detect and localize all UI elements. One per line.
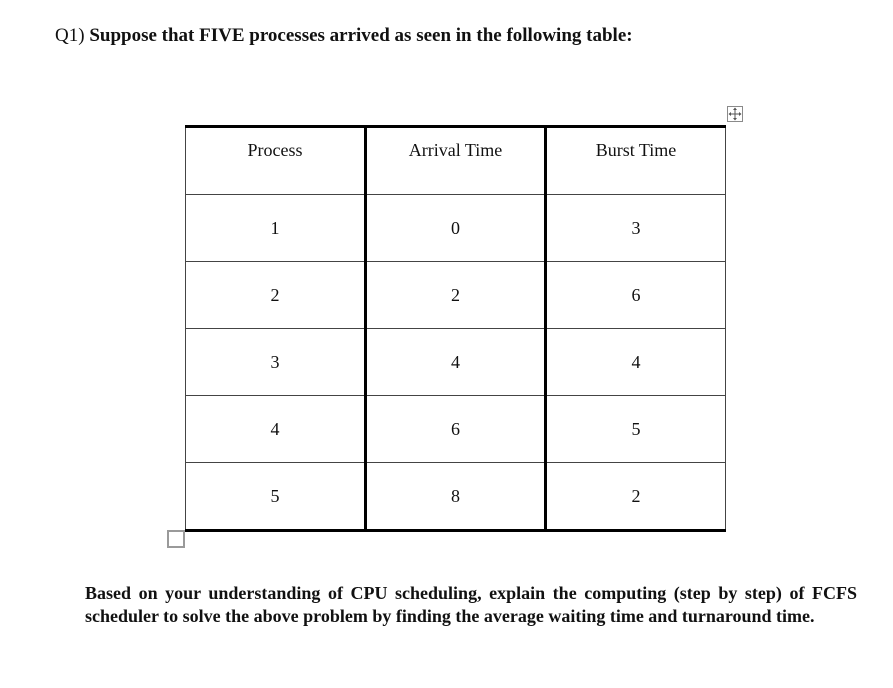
table-row <box>186 195 726 262</box>
process-table <box>185 125 726 532</box>
cell-burst-time: 2 <box>546 463 726 531</box>
question-number: Q1) <box>55 25 85 46</box>
cell-process: 4 <box>186 396 366 463</box>
cell-burst-time: 6 <box>546 262 726 329</box>
question-heading <box>55 24 633 48</box>
cell-arrival-time: 0 <box>366 195 546 262</box>
cell-process: 2 <box>186 262 366 329</box>
table-move-icon[interactable] <box>727 106 743 122</box>
table-resize-handle-icon[interactable] <box>167 530 185 548</box>
table-row <box>186 329 726 396</box>
cell-arrival-time: 2 <box>366 262 546 329</box>
table-row <box>186 262 726 329</box>
cell-burst-time: 4 <box>546 329 726 396</box>
cell-process: 3 <box>186 329 366 396</box>
cell-process: 5 <box>186 463 366 531</box>
question-text: Suppose that FIVE processes arrived as seen in the following table: <box>89 25 633 46</box>
instruction-paragraph: Based on your understanding of CPU scheduling, explain the computing (step by step) of FCFS scheduler to solve the above problem by finding the average waiting time and turnaround time. <box>85 583 857 626</box>
cell-process: 1 <box>186 195 366 262</box>
header-process: Process <box>186 127 366 195</box>
table-header-row <box>186 127 726 195</box>
cell-arrival-time: 6 <box>366 396 546 463</box>
table-row <box>186 463 726 531</box>
header-arrival-time: Arrival Time <box>366 127 546 195</box>
table-row <box>186 396 726 463</box>
cell-burst-time: 5 <box>546 396 726 463</box>
cell-arrival-time: 8 <box>366 463 546 531</box>
header-burst-time: Burst Time <box>546 127 726 195</box>
move-arrows-icon <box>728 107 742 121</box>
cell-burst-time: 3 <box>546 195 726 262</box>
cell-arrival-time: 4 <box>366 329 546 396</box>
